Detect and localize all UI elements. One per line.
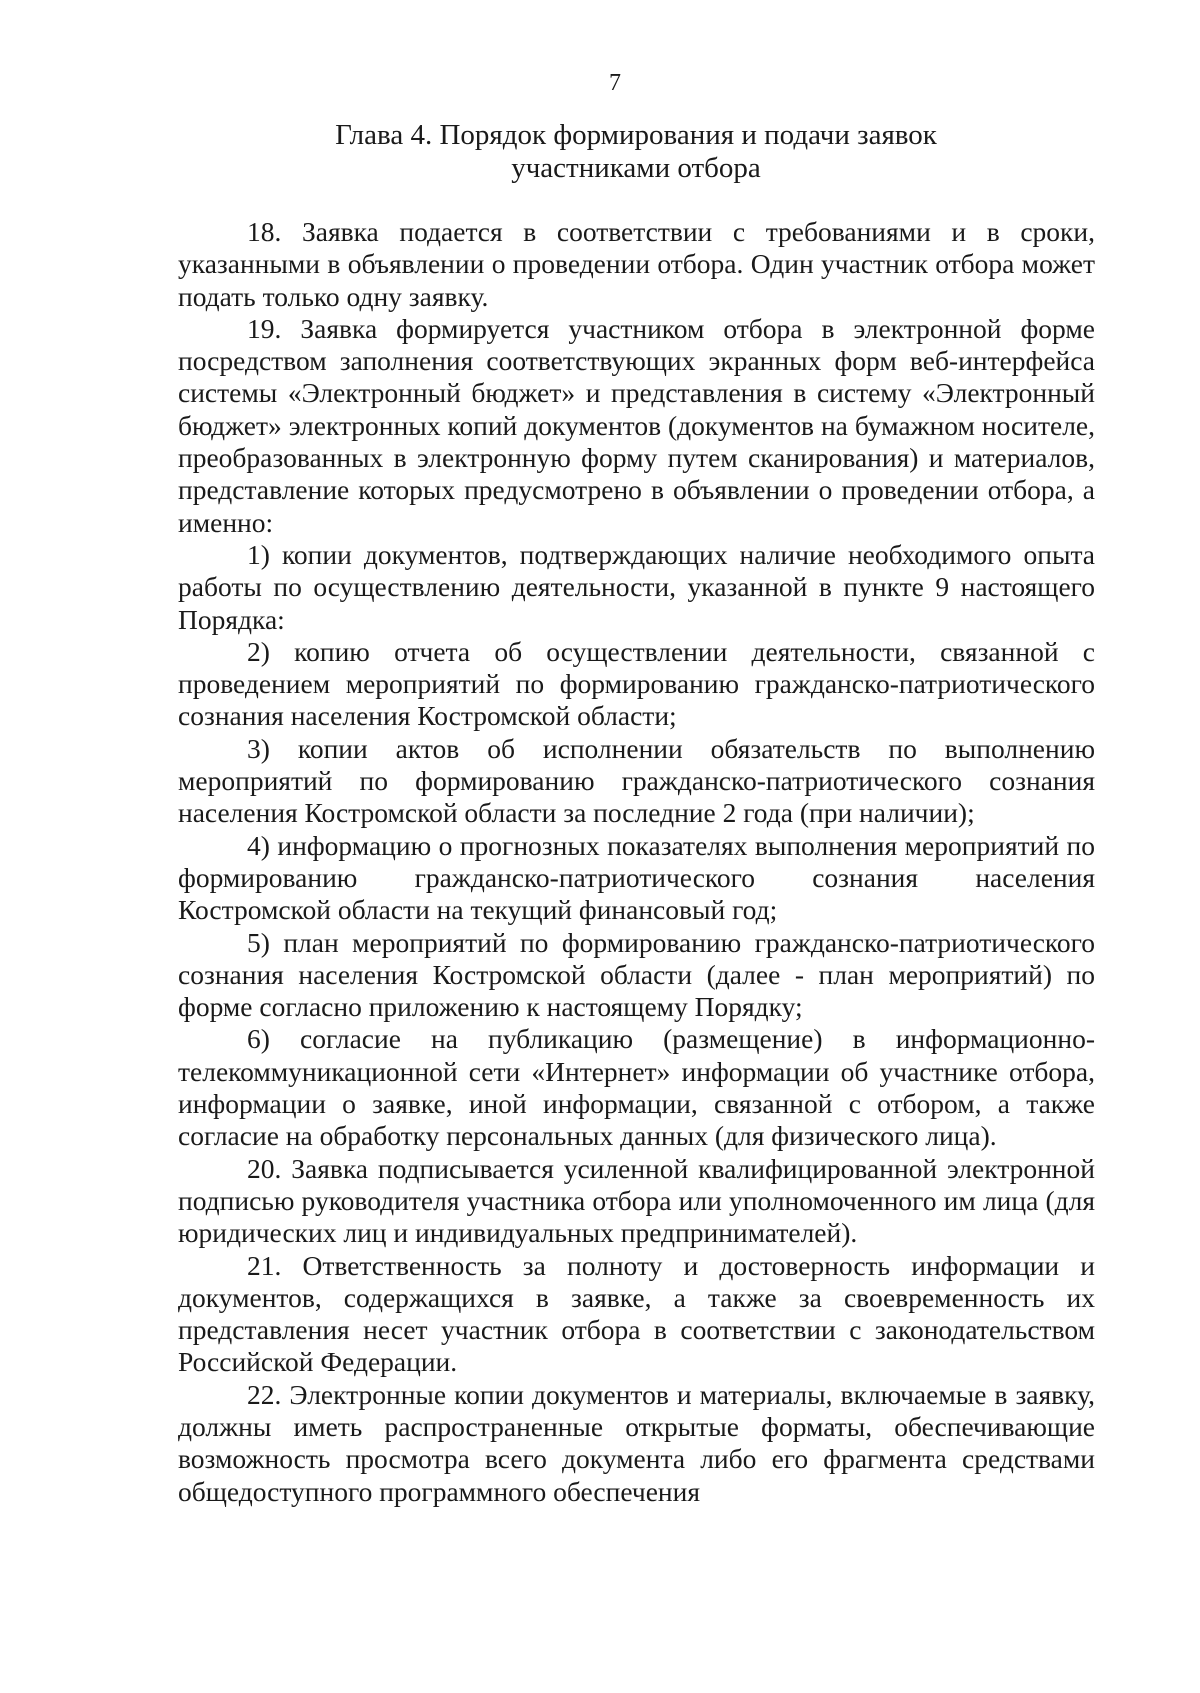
list-item-4: 4) информацию о прогнозных показателях выполнения мероприятий по формированию гражданско-патриотического сознания населения Костромской области на текущий финансовый год; [178, 829, 1095, 926]
chapter-title-line-1: Глава 4. Порядок формирования и подачи заявок [335, 119, 937, 151]
paragraph-19: 19. Заявка формируется участником отбора в электронной форме посредством заполнения соответствующих экранных форм веб-интерфейса системы «Электронный бюджет» и представления в систему «Электронный бюджет» электронных копий документов (документов на бумажном носителе, преобразованных в электронную форму путем сканирования) и материалов, представление которых предусмотрено в объявлении о проведении отбора, а именно: [178, 312, 1095, 538]
page-number: 7 [609, 70, 621, 96]
list-item-2: 2) копию отчета об осуществлении деятельности, связанной с проведением мероприятий по формированию гражданско-патриотического сознания населения Костромской области; [178, 635, 1095, 732]
list-item-6: 6) согласие на публикацию (размещение) в информационно-телекоммуникационной сети «Интернет» информации об участнике отбора, информации о заявке, иной информации, связанной с отбором, а также согласие на обработку персональных данных (для физического лица). [178, 1023, 1095, 1152]
document-body [178, 216, 1095, 1508]
list-item-5: 5) план мероприятий по формированию гражданско-патриотического сознания населения Костромской области (далее - план мероприятий) по форме согласно приложению к настоящему Порядку; [178, 926, 1095, 1023]
paragraph-22: 22. Электронные копии документов и материалы, включаемые в заявку, должны иметь распространенные открытые форматы, обеспечивающие возможность просмотра всего документа либо его фрагмента средствами общедоступного программного обеспечения [178, 1378, 1095, 1507]
list-item-1: 1) копии документов, подтверждающих наличие необходимого опыта работы по осуществлению деятельности, указанной в пункте 9 настоящего Порядка: [178, 538, 1095, 635]
list-item-3: 3) копии актов об исполнении обязательств по выполнению мероприятий по формированию гражданско-патриотического сознания населения Костромской области за последние 2 года (при наличии); [178, 732, 1095, 829]
paragraph-18: 18. Заявка подается в соответствии с требованиями и в сроки, указанными в объявлении о проведении отбора. Один участник отбора может подать только одну заявку. [178, 216, 1095, 312]
chapter-title [180, 119, 1092, 185]
chapter-title-line-2: участниками отбора [511, 152, 761, 184]
paragraph-21: 21. Ответственность за полноту и достоверность информации и документов, содержащихся в заявке, а также за своевременность их представления несет участник отбора в соответствии с законодательством Российской Федерации. [178, 1249, 1095, 1378]
paragraph-20: 20. Заявка подписывается усиленной квалифицированной электронной подписью руководителя участника отбора или уполномоченного им лица (для юридических лиц и индивидуальных предпринимателей). [178, 1152, 1095, 1249]
